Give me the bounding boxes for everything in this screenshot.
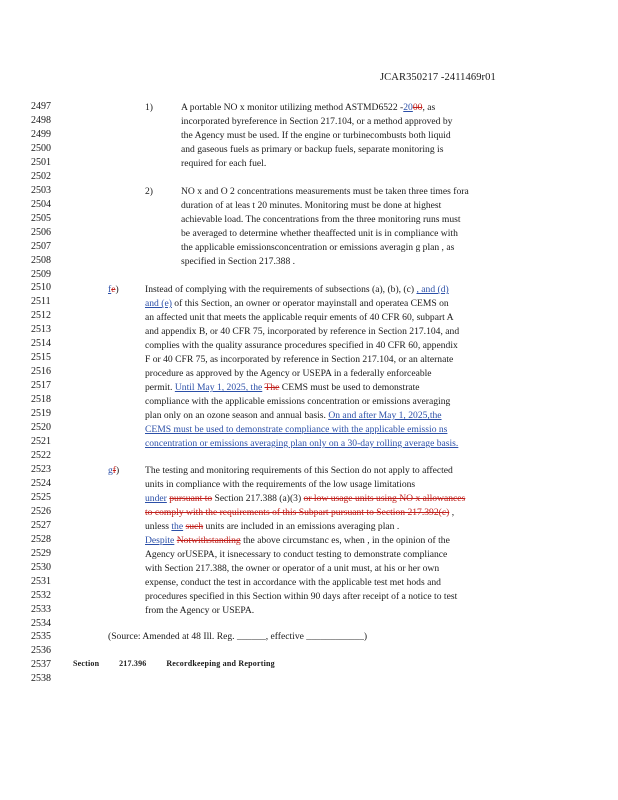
item-1-line: required for each fuel. bbox=[181, 158, 267, 169]
line-number: 2524 bbox=[31, 477, 51, 489]
line-number: 2528 bbox=[31, 533, 51, 545]
section-label: Section bbox=[73, 659, 100, 668]
section-title: Recordkeeping and Reporting bbox=[166, 659, 275, 668]
line-number: 2497 bbox=[31, 101, 51, 112]
line-number: 2525 bbox=[31, 491, 51, 503]
para-e-line: concentration or emissions averaging plan only on a 30-day rolling average basis. bbox=[145, 438, 459, 449]
item-1-number: 1) bbox=[145, 102, 153, 113]
para-f-line: Agency orUSEPA, it isnecessary to conduct testing to demonstrate compliance bbox=[145, 549, 448, 560]
line-number: 2533 bbox=[31, 603, 51, 615]
section-heading bbox=[73, 659, 275, 668]
item-2-line: the applicable emissionsconcentration or emissions averagin g plan , as bbox=[181, 242, 455, 253]
para-f-line: procedures specified in this Section within 90 days after receipt of a notice to test bbox=[145, 591, 458, 602]
line-number: 2532 bbox=[31, 589, 51, 601]
para-e-line: an affected unit that meets the applicable requir ements of 40 CFR 60, subpart A bbox=[145, 312, 454, 323]
line-number: 2535 bbox=[31, 631, 51, 643]
line-number: 2536 bbox=[31, 645, 51, 657]
para-e-line: complies with the quality assurance procedures specified in 40 CFR 60, appendix bbox=[145, 340, 458, 351]
line-number: 2500 bbox=[31, 142, 51, 154]
line-number: 2538 bbox=[31, 673, 51, 685]
para-e-line: and appendix B, or 40 CFR 75, incorporated by reference in Section 217.104, and bbox=[145, 326, 460, 337]
line-number: 2520 bbox=[31, 422, 51, 434]
para-f-line: with Section 217.388, the owner or operator of a unit must, at his or her own bbox=[145, 563, 440, 574]
para-e-line: compliance with the applicable emissions concentration or emissions averaging bbox=[145, 396, 451, 407]
para-e-line: permit. Until May 1, 2025, the The CEMS must be used to demonstrate bbox=[145, 382, 420, 393]
line-number: 2519 bbox=[31, 408, 51, 420]
line-number: 2529 bbox=[31, 547, 51, 559]
line-number: 2504 bbox=[31, 198, 51, 210]
line-number: 2498 bbox=[31, 114, 51, 126]
item-2-line: specified in Section 217.388 . bbox=[181, 256, 296, 267]
line-number: 2502 bbox=[31, 170, 51, 182]
para-f-line: Despite Notwithstanding the above circumstanc es, when , in the opinion of the bbox=[145, 535, 450, 546]
item-2-line: duration of at leas t 20 minutes. Monitoring must be done at highest bbox=[181, 200, 442, 211]
line-number: 2503 bbox=[31, 184, 51, 196]
line-number: 2507 bbox=[31, 240, 51, 252]
para-f-line: unless the such units are included in an emissions averaging plan . bbox=[145, 521, 400, 532]
para-e-line: F or 40 CFR 75, as incorporated by reference in Section 217.104, or an alternate bbox=[145, 354, 454, 365]
line-number: 2526 bbox=[31, 505, 51, 517]
line-number: 2530 bbox=[31, 561, 51, 573]
item-2-line: NO x and O 2 concentrations measurements must be taken three times fora bbox=[181, 186, 469, 197]
para-e-line: procedure as approved by the Agency or USEPA in a federally enforceable bbox=[145, 368, 432, 379]
line-number: 2534 bbox=[31, 617, 51, 629]
line-number: 2501 bbox=[31, 156, 51, 168]
line-number: 2512 bbox=[31, 310, 51, 322]
line-number: 2518 bbox=[31, 394, 51, 406]
line-number: 2506 bbox=[31, 226, 51, 238]
line-number: 2508 bbox=[31, 254, 51, 266]
source-note: (Source: Amended at 48 Ill. Reg. ______, effective ____________) bbox=[108, 631, 368, 642]
para-f-line: under pursuant to Section 217.388 (a)(3) or low usage units using NO x allowances bbox=[145, 493, 466, 504]
para-e-line: and (e) of this Section, an owner or operator mayinstall and operatea CEMS on bbox=[145, 298, 449, 309]
item-1-line: A portable NO x monitor utilizing method ASTMD6522 -2000, as bbox=[181, 102, 436, 113]
line-number: 2516 bbox=[31, 366, 51, 378]
para-f-line: The testing and monitoring requirements of this Section do not apply to affected bbox=[145, 465, 453, 476]
section-number: 217.396 bbox=[119, 659, 147, 668]
line-number: 2531 bbox=[31, 575, 51, 587]
para-f-line: to comply with the requirements of this Subpart pursuant to Section 217.392(c) , bbox=[145, 507, 455, 518]
item-2-line: achievable load. The concentrations from the three monitoring runs must bbox=[181, 214, 461, 225]
paragraph-label: fe) bbox=[108, 284, 119, 295]
line-number: 2505 bbox=[31, 212, 51, 224]
item-1-line: and gaseous fuels as primary or backup fuels, separate monitoring is bbox=[181, 144, 444, 155]
line-number: 2510 bbox=[31, 282, 51, 294]
item-1-line: the Agency must be used. If the engine or turbinecombusts both liquid bbox=[181, 130, 451, 141]
line-number: 2515 bbox=[31, 352, 51, 364]
line-number: 2527 bbox=[31, 519, 51, 531]
para-e-line: Instead of complying with the requirements of subsections (a), (b), (c) , and (d) bbox=[145, 284, 449, 295]
line-number: 2499 bbox=[31, 128, 51, 140]
line-number: 2509 bbox=[31, 268, 51, 280]
line-number: 2514 bbox=[31, 338, 51, 350]
para-f-line: expense, conduct the test in accordance with the applicable test met hods and bbox=[145, 577, 441, 588]
line-number: 2513 bbox=[31, 324, 51, 336]
para-e-line: CEMS must be used to demonstrate compliance with the applicable emissio ns bbox=[145, 424, 448, 435]
paragraph-label: gf) bbox=[108, 465, 120, 476]
document-id: JCAR350217 -2411469r01 bbox=[380, 72, 496, 83]
para-f-line: from the Agency or USEPA. bbox=[145, 605, 255, 616]
line-number: 2523 bbox=[31, 463, 51, 475]
para-e-line: plan only on an ozone season and annual basis. On and after May 1, 2025,the bbox=[145, 410, 442, 421]
line-number: 2517 bbox=[31, 380, 51, 392]
para-f-line: units in compliance with the requirements of the low usage limitations bbox=[145, 479, 416, 490]
line-number: 2511 bbox=[31, 296, 51, 308]
item-2-line: be averaged to determine whether theaffected unit is in compliance with bbox=[181, 228, 458, 239]
line-number: 2522 bbox=[31, 450, 51, 461]
item-2-number: 2) bbox=[145, 186, 153, 197]
item-1-line: incorporated byreference in Section 217.104, or a method approved by bbox=[181, 116, 453, 127]
line-number: 2537 bbox=[31, 659, 51, 671]
line-number: 2521 bbox=[31, 436, 51, 448]
